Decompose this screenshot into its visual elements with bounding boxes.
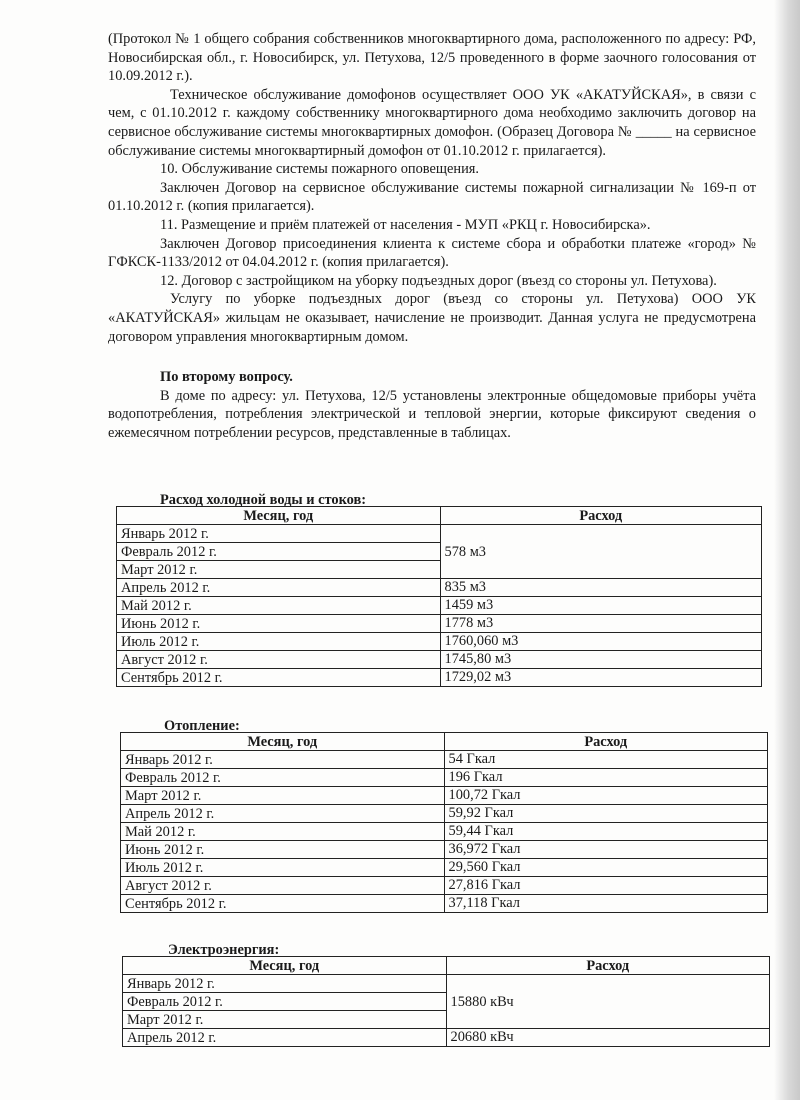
table-row (121, 769, 768, 787)
value-cell: 1729,02 м3 (440, 669, 761, 687)
value-column-header: Расход (446, 957, 769, 975)
table-row (121, 751, 768, 769)
month-cell: Январь 2012 г. (123, 975, 447, 993)
electricity-table (122, 956, 770, 1047)
water-table-title: Расход холодной воды и стоков: (160, 492, 367, 508)
table-row (117, 651, 762, 669)
table-row (117, 579, 762, 597)
month-cell: Август 2012 г. (117, 651, 441, 669)
month-cell: Сентябрь 2012 г. (117, 669, 441, 687)
heating-table-title: Отопление: (164, 718, 240, 734)
month-cell: Июнь 2012 г. (121, 841, 445, 859)
payments-paragraph: Заключен Договор присоединения клиента к системе сбора и обработки платеже «город» № ГФКСК-1133/2012 от 04.04.2012 г. (копия прилагается). (108, 235, 756, 271)
month-cell: Август 2012 г. (121, 877, 445, 895)
electricity-table-title: Электроэнергия: (168, 942, 280, 958)
second-question-heading: По второму вопросу. (160, 369, 293, 386)
month-cell: Февраль 2012 г. (121, 769, 445, 787)
value-cell: 27,816 Гкал (444, 877, 767, 895)
month-cell: Февраль 2012 г. (123, 993, 447, 1011)
value-cell: 20680 кВч (446, 1029, 769, 1047)
value-cell: 29,560 Гкал (444, 859, 767, 877)
month-cell: Июнь 2012 г. (117, 615, 441, 633)
value-cell: 59,92 Гкал (444, 805, 767, 823)
table-row (117, 597, 762, 615)
month-cell: Июль 2012 г. (117, 633, 441, 651)
month-cell: Февраль 2012 г. (117, 543, 441, 561)
value-cell: 100,72 Гкал (444, 787, 767, 805)
value-cell: 15880 кВч (446, 975, 769, 1029)
intercom-paragraph: Техническое обслуживание домофонов осуществляет ООО УК «АКАТУЙСКАЯ», в связи с чем, с 01.10.2012 г. каждому собственнику многоквартирного дома необходимо заключить договор на сервисное обслуживание системы многоквартирных домофон. (Образец Договора № _____ на сервисное обслуживание системы многоквартирный домофон от 01.10.2012 г. прилагается). (108, 86, 756, 159)
month-column-header: Месяц, год (123, 957, 447, 975)
value-cell: 835 м3 (440, 579, 761, 597)
value-cell: 1760,060 м3 (440, 633, 761, 651)
value-cell: 37,118 Гкал (444, 895, 767, 913)
month-cell: Март 2012 г. (123, 1011, 447, 1029)
table-row (121, 895, 768, 913)
value-cell: 36,972 Гкал (444, 841, 767, 859)
body-text (108, 30, 756, 442)
table-row (121, 877, 768, 895)
value-cell: 1778 м3 (440, 615, 761, 633)
table-row (121, 823, 768, 841)
month-cell: Январь 2012 г. (117, 525, 441, 543)
value-cell: 196 Гкал (444, 769, 767, 787)
value-cell: 54 Гкал (444, 751, 767, 769)
table-row (121, 859, 768, 877)
table-row (117, 669, 762, 687)
fire-alarm-paragraph: Заключен Договор на сервисное обслуживание системы пожарной сигнализации № 169-п от 01.10.2012 г. (копия прилагается). (108, 179, 756, 215)
month-column-header: Месяц, год (121, 733, 445, 751)
table-row (123, 975, 770, 993)
month-cell: Май 2012 г. (117, 597, 441, 615)
table-row (123, 1029, 770, 1047)
item-12-heading: 12. Договор с застройщиком на уборку подъездных дорог (въезд со стороны ул. Петухова). (160, 272, 717, 289)
meters-paragraph: В доме по адресу: ул. Петухова, 12/5 установлены электронные общедомовые приборы учёта водопотребления, потребления электрической и тепловой энергии, которые фиксируют сведения о ежемесячном потреблении ресурсов, представленные в таблицах. (108, 387, 756, 441)
month-cell: Апрель 2012 г. (117, 579, 441, 597)
month-cell: Март 2012 г. (121, 787, 445, 805)
month-cell: Сентябрь 2012 г. (121, 895, 445, 913)
value-column-header: Расход (444, 733, 767, 751)
table-header-row (121, 733, 768, 751)
month-cell: Май 2012 г. (121, 823, 445, 841)
month-cell: Январь 2012 г. (121, 751, 445, 769)
month-cell: Июль 2012 г. (121, 859, 445, 877)
value-cell: 1459 м3 (440, 597, 761, 615)
table-row (117, 615, 762, 633)
month-cell: Апрель 2012 г. (121, 805, 445, 823)
item-11-heading: 11. Размещение и приём платежей от населения - МУП «РКЦ г. Новосибирска». (160, 216, 651, 233)
table-row (117, 525, 762, 543)
table-row (121, 841, 768, 859)
table-row (121, 787, 768, 805)
value-cell: 578 м3 (440, 525, 761, 579)
heating-table (120, 732, 768, 913)
table-header-row (117, 507, 762, 525)
table-row (121, 805, 768, 823)
table-header-row (123, 957, 770, 975)
item-10-heading: 10. Обслуживание системы пожарного оповещения. (160, 161, 479, 178)
month-cell: Апрель 2012 г. (123, 1029, 447, 1047)
value-column-header: Расход (440, 507, 761, 525)
road-cleaning-paragraph: Услугу по уборке подъездных дорог (въезд со стороны ул. Петухова) ООО УК «АКАТУЙСКАЯ» жильцам не оказывает, начисление не производит. Данная услуга не предусмотрена договором управления многоквартирным домом. (108, 291, 756, 345)
page-edge-shadow (774, 0, 800, 1100)
value-cell: 59,44 Гкал (444, 823, 767, 841)
value-cell: 1745,80 м3 (440, 651, 761, 669)
water-table (116, 506, 762, 687)
month-column-header: Месяц, год (117, 507, 441, 525)
table-row (117, 633, 762, 651)
protocol-paragraph: (Протокол № 1 общего собрания собственников многоквартирного дома, расположенного по адресу: РФ, Новосибирская обл., г. Новосибирск, ул. Петухова, 12/5 проведенного в форме заочного голосования от 10.09.2012 г.). (108, 31, 756, 85)
month-cell: Март 2012 г. (117, 561, 441, 579)
